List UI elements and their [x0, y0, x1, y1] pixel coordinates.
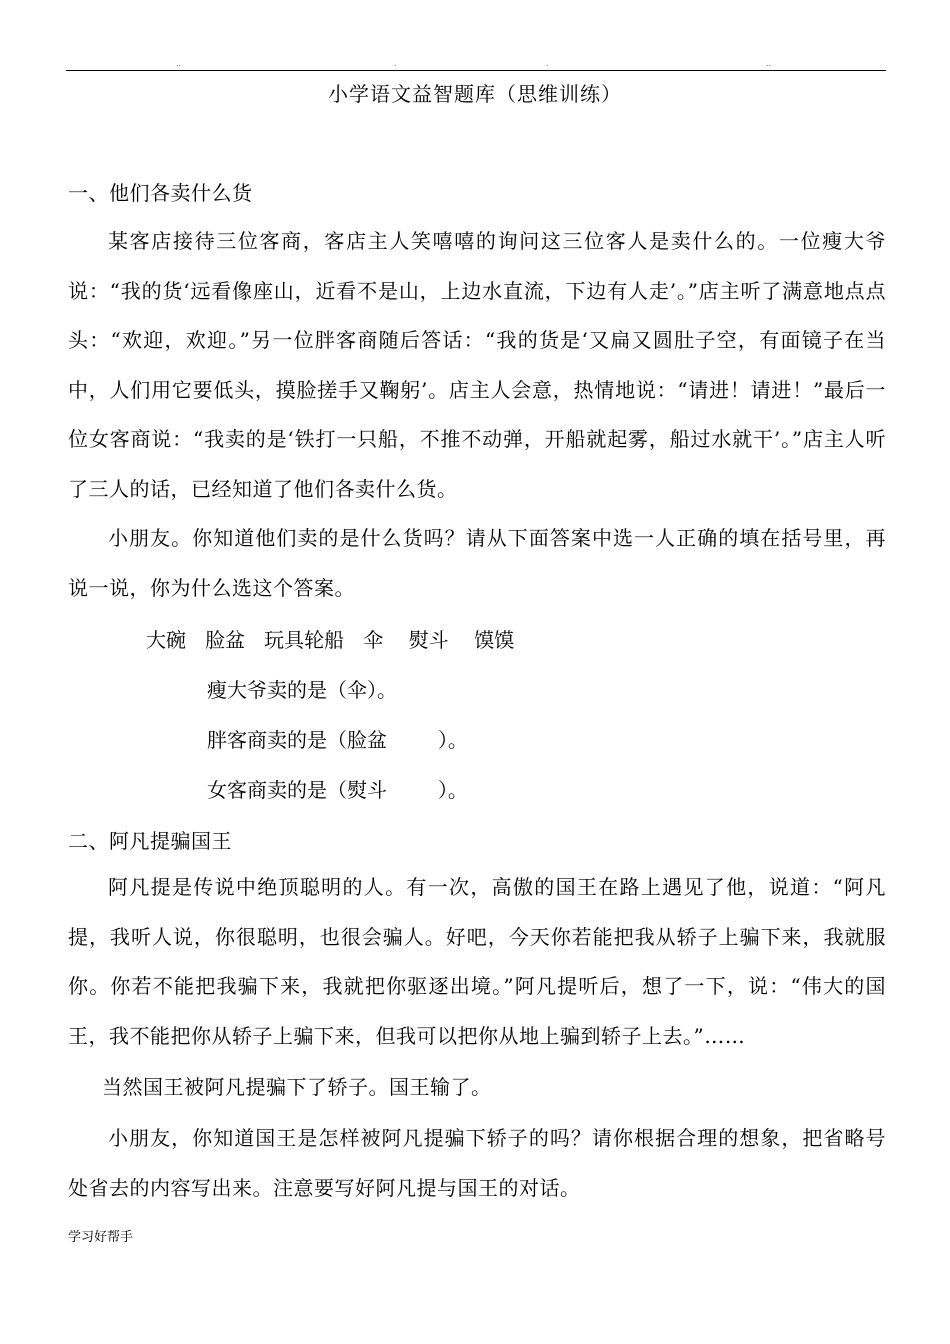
answer-line-2: 胖客商卖的是（脸盆 ）。	[207, 728, 468, 752]
answer-line-3: 女客商卖的是（熨斗 ）。	[207, 778, 468, 802]
header-mark: .	[546, 59, 549, 68]
page-title: 小学语文益智题库（思维训练）	[328, 82, 622, 106]
section-2-question-paragraph: 小朋友，你知道国王是怎样被阿凡提骗下轿子的吗？请你根据合理的想象，把省略号处省去的内容写出来。注意要写好阿凡提与国王的对话。	[68, 1126, 886, 1200]
section-1-question-paragraph: 小朋友。你知道他们卖的是什么货吗？请从下面答案中选一人正确的填在括号里，再说一说，你为什么选这个答案。	[68, 526, 886, 600]
section-1-story	[68, 217, 886, 514]
header-rule	[66, 70, 886, 71]
section-1-heading: 一、他们各卖什么货	[68, 181, 253, 205]
section-2-question	[68, 1114, 886, 1213]
answer-options: 大碗 脸盆 玩具轮船 伞 熨斗 馍馍	[146, 628, 515, 652]
header-mark: .	[394, 59, 397, 68]
header-mark: ..	[176, 59, 182, 68]
header-mark: ..	[766, 59, 772, 68]
section-2-paragraph: 阿凡提是传说中绝顶聪明的人。有一次，高傲的国王在路上遇见了他，说道：“阿凡提，我听人说，你很聪明，也很会骗人。好吧，今天你若能把我从轿子上骗下来，我就服你。你若不能把我骗下来，我就把你驱逐出境。”阿凡提听后，想了一下，说：“伟大的国王，我不能把你从轿子上骗下来，但我可以把你从地上骗到轿子上去。”……	[68, 875, 886, 1048]
section-2-heading: 二、阿凡提骗国王	[68, 829, 232, 853]
answer-line-1: 瘦大爷卖的是（伞）。	[207, 678, 397, 702]
section-1-paragraph: 某客店接待三位客商，客店主人笑嘻嘻的询问这三位客人是卖什么的。一位瘦大爷说：“我的货‘远看像座山，近看不是山，上边水直流，下边有人走’。”店主听了满意地点点头：“欢迎，欢迎。”另一位胖客商随后答话：“我的货是‘又扁又圆肚子空，有面镜子在当中，人们用它要低头，摸脸搓手又鞠躬’。店主人会意，热情地说：“请进！请进！”最后一位女客商说：“我卖的是‘铁打一只船，不推不动弹，开船就起雾，船过水就干’。”店主人听了三人的话，已经知道了他们各卖什么货。	[68, 229, 886, 501]
section-2-result	[68, 1063, 886, 1113]
section-2-story	[68, 863, 886, 1061]
section-1-question	[68, 514, 886, 613]
page-footer: 学习好帮手	[68, 1230, 134, 1245]
section-2-result-paragraph: 当然国王被阿凡提骗下了轿子。国王输了。	[102, 1075, 492, 1099]
